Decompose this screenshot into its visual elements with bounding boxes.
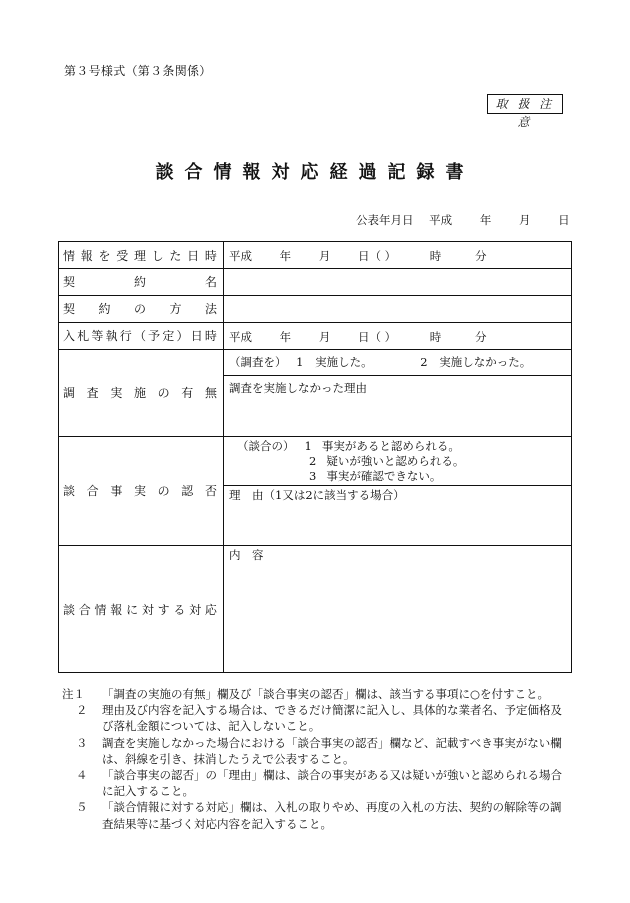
label-char: の <box>157 484 170 498</box>
note-item: ３ 調査を実施しなかった場合における「談合事実の認否」欄など、記載すべき事実がない欄は、斜線を引き、抹消したうえで公表すること。 <box>76 735 562 766</box>
pubdate-year: 年 <box>479 213 492 227</box>
label-char: 予 <box>148 329 161 343</box>
finding-label <box>63 436 217 545</box>
label-char: 認 <box>181 484 194 498</box>
label-char: 無 <box>204 386 217 400</box>
label-char: 日 <box>187 248 200 263</box>
investigation-options: （調査を） 1 実施した。 2 実施しなかった。 <box>229 355 532 369</box>
label-char: す <box>157 602 170 617</box>
label-char: 時 <box>204 248 217 263</box>
label-char: の <box>157 386 170 400</box>
pubdate-era: 平成 <box>429 213 453 227</box>
label-char: 約 <box>98 302 111 316</box>
label-char: 実 <box>110 386 123 400</box>
label-char: 実 <box>133 484 146 498</box>
label-char: 対 <box>189 602 202 617</box>
page-title: 談合情報対応経過記録書 <box>155 162 475 183</box>
label-char: ） <box>176 329 189 343</box>
label-char: 約 <box>133 275 146 289</box>
note-item: ４ 「談合事実の認否」の「理由」欄は、談合の事実がある又は疑いが強いと認められる場合に記入すること。 <box>76 768 562 799</box>
label-char: 契 <box>63 275 76 289</box>
label-char: 方 <box>169 302 182 316</box>
label-char: 査 <box>86 386 99 400</box>
label-char: 契 <box>63 302 76 316</box>
table-rule <box>223 485 571 486</box>
label-char: る <box>173 602 186 617</box>
pubdate-label: 公表年月日 <box>356 213 414 227</box>
label-char: 執 <box>105 329 118 343</box>
label-char: 否 <box>204 484 217 498</box>
label-char: 受 <box>116 248 129 263</box>
response-label <box>63 545 217 673</box>
label-char: 情 <box>63 248 76 263</box>
label-char: 日 <box>190 329 203 343</box>
response-content-label: 内 容 <box>229 548 264 562</box>
pubdate-month: 月 <box>518 213 531 227</box>
note-item: 注１ 「調査の実施の有無」欄及び「談合事実の認否」欄は、該当する事項に○を付すこと。 <box>62 687 550 701</box>
label-char: 等 <box>91 329 104 343</box>
label-char: 情 <box>94 602 107 617</box>
label-char: に <box>126 602 139 617</box>
table-rule <box>223 375 571 376</box>
record-table <box>58 241 572 673</box>
received-datetime-cell: 平成 年 月 日（ ） 時 分 <box>229 249 487 263</box>
label-char: 事 <box>110 484 123 498</box>
label-char: 談 <box>63 484 76 498</box>
table-divider <box>223 242 224 672</box>
label-char: 法 <box>204 302 217 316</box>
label-char: 入 <box>63 329 76 343</box>
contract-method-label <box>63 295 217 322</box>
label-char: 調 <box>63 386 76 400</box>
handling-caution-stamp: 取 扱 注 意 <box>487 94 563 114</box>
bid-datetime-cell: 平成 年 月 日（ ） 時 分 <box>229 330 487 344</box>
label-char: を <box>98 248 111 263</box>
contract-name-label <box>63 268 217 295</box>
label-char: 報 <box>110 602 123 617</box>
label-char: 談 <box>63 602 76 617</box>
label-char: 有 <box>181 386 194 400</box>
finding-options: （談合の） 1 事実があると認められる。 2 疑いが強いと認められる。 3 事実が確認できない。 <box>237 439 465 483</box>
label-char: 名 <box>204 275 217 289</box>
bid-datetime-label <box>63 322 217 349</box>
publication-date <box>356 212 570 228</box>
label-char: 札 <box>77 329 90 343</box>
note-item: ５ 「談合情報に対する対応」欄は、入札の取りやめ、再度の入札の方法、契約の解除等の調査結果等に基づく対応内容を記入すること。 <box>76 800 562 831</box>
label-char: た <box>169 248 182 263</box>
label-char: 合 <box>78 602 91 617</box>
label-char: 行 <box>119 329 132 343</box>
finding-reason-label: 理 由（1又は2に該当する場合） <box>229 488 405 502</box>
label-char: 理 <box>133 248 146 263</box>
label-char: 時 <box>204 329 217 343</box>
label-char: 定 <box>162 329 175 343</box>
investigation-reason-label: 調査を実施しなかった理由 <box>229 381 367 395</box>
form-number: 第３号様式（第３条関係） <box>64 64 212 78</box>
pubdate-day: 日 <box>558 213 570 227</box>
investigation-label <box>63 349 217 436</box>
notes <box>62 686 572 832</box>
label-char: の <box>133 302 146 316</box>
label-char: し <box>151 248 164 263</box>
note-item: ２ 理由及び内容を記入する場合は、できるだけ簡潔に記入し、具体的な業者名、予定価格及び落札金額については、記入しないこと。 <box>76 703 562 734</box>
label-char: 対 <box>141 602 154 617</box>
label-char: （ <box>133 329 146 343</box>
received-datetime-label <box>63 242 217 268</box>
label-char: 施 <box>133 386 146 400</box>
label-char: 合 <box>86 484 99 498</box>
label-char: 報 <box>80 248 93 263</box>
label-char: 応 <box>204 602 217 617</box>
